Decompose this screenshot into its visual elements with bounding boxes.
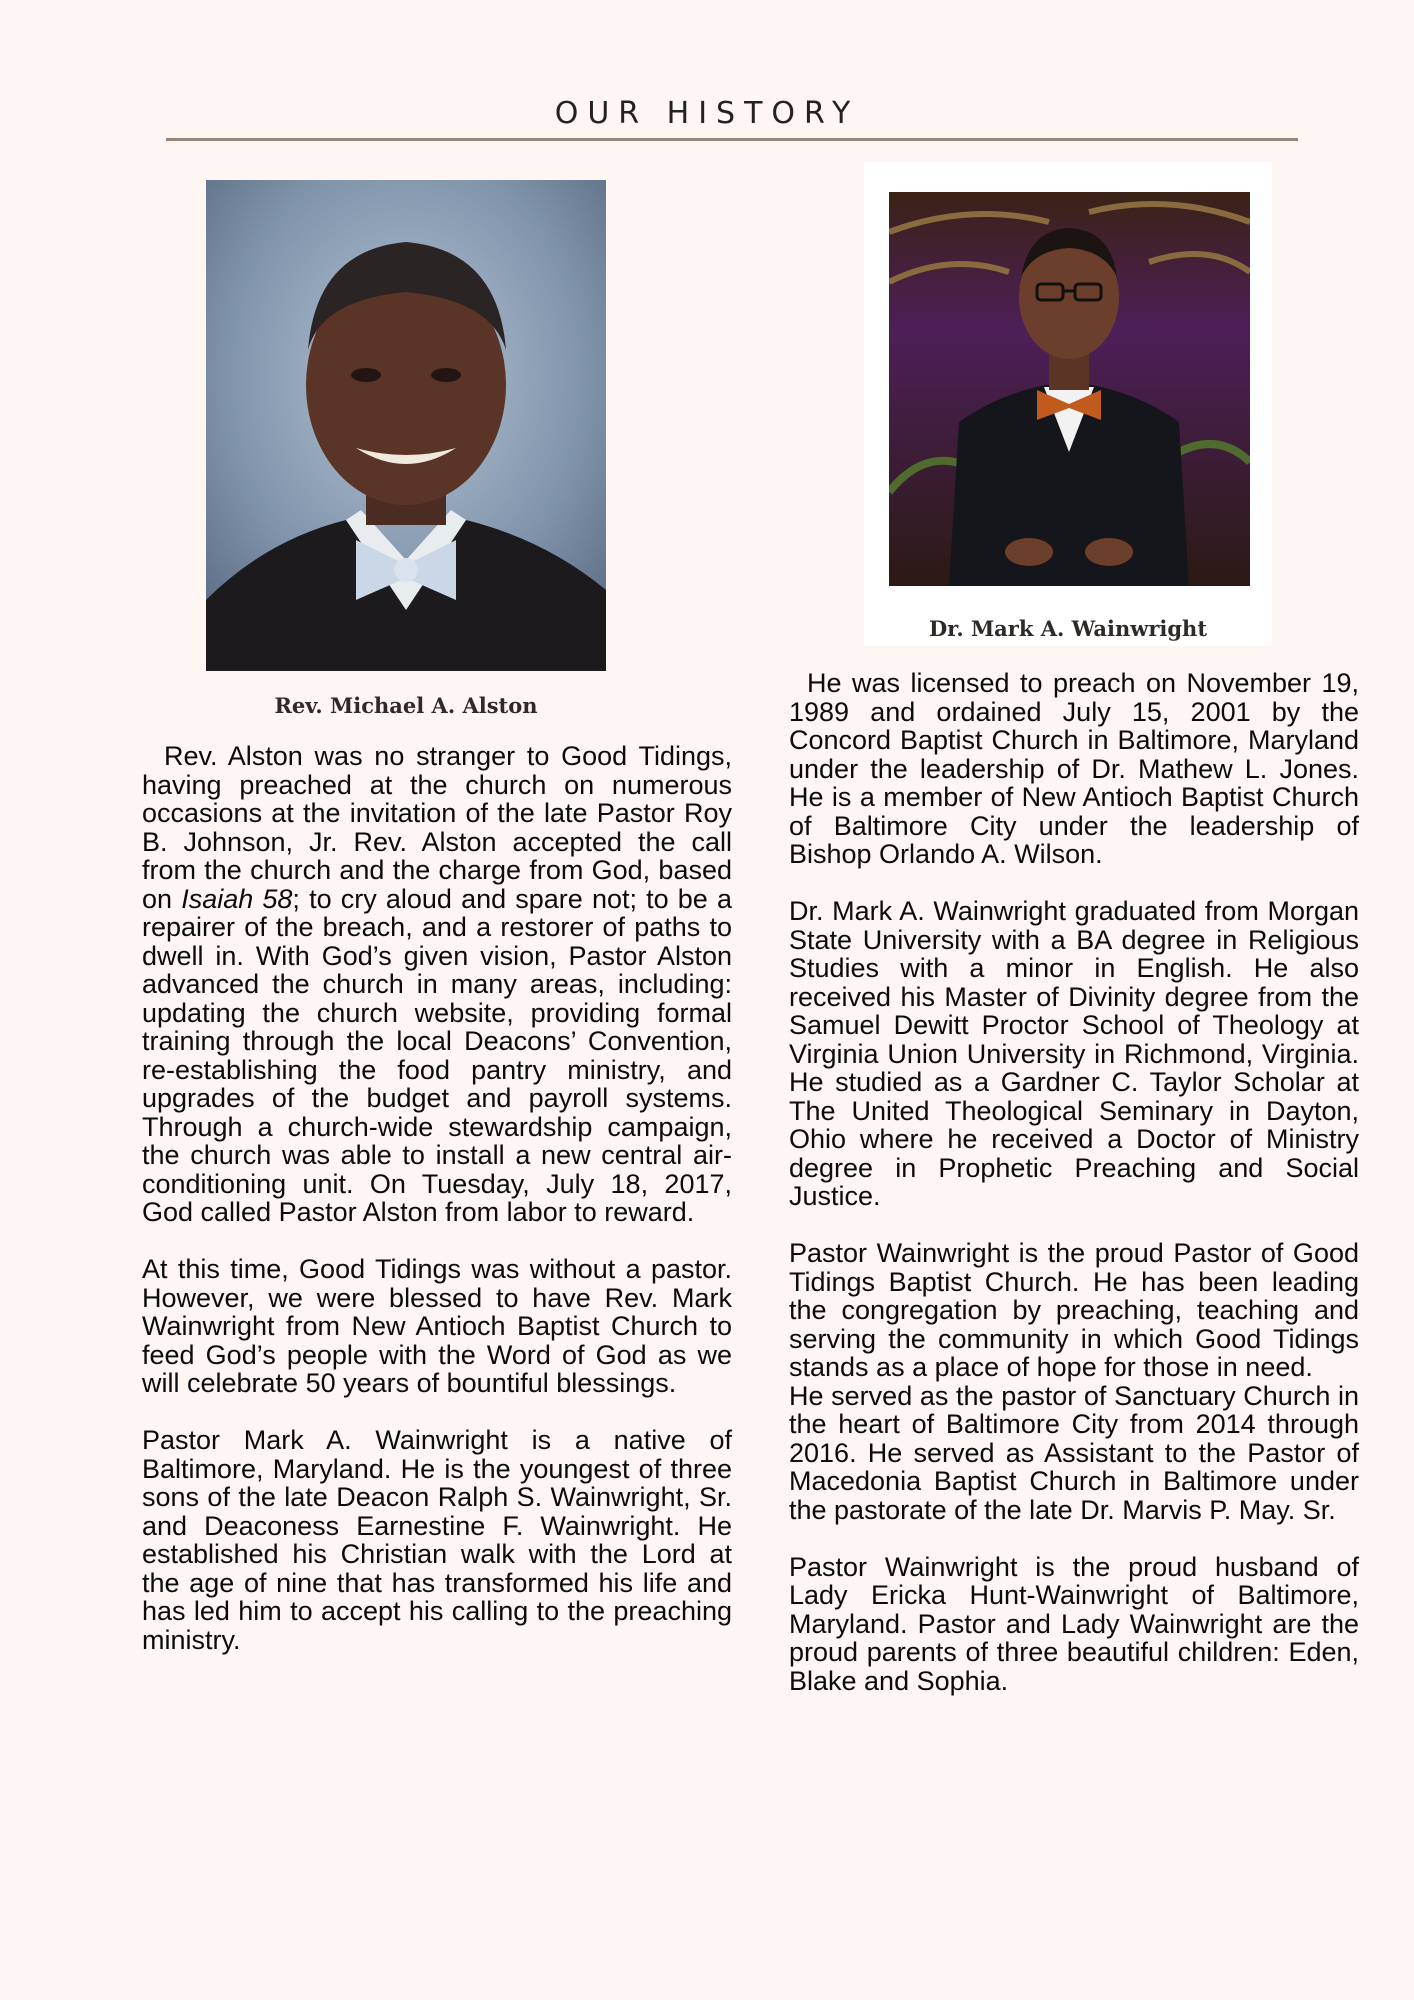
paragraph-text: ; to cry aloud and spare not; to be a repairer of the breach, and a restorer of paths to dwell in. With God’s given vision, Pastor Alston advanced the church in many areas, including: updating the church website, providing formal training through the local Deacons’ Convention, re-establishing the food pantry ministry, and upgrades of the budget and payroll systems. Through a church-wide stewardship campaign, the church was able to install a new central air-conditioning unit. On Tuesday, July 18, 2017, God called Pastor Alston from labor to reward. [142,883,732,1227]
family-paragraph: Pastor Wainwright is the proud husband of Lady Ericka Hunt-Wainwright of Baltimore, Maryland. Pastor and Lady Wainwright are the proud parents of three beautiful children: Eden, Blake and Sophia. [789,1551,1359,1696]
title-divider [166,138,1298,141]
current-pastorate-paragraph: Pastor Wainwright is the proud Pastor of Good Tidings Baptist Church. He has been leading the congregation by preaching, teaching and serving the community in which Good Tidings stands as a place of hope for those in need. [789,1238,1359,1382]
portrait-photo-wainwright [889,192,1250,586]
interim-pastor-paragraph: At this time, Good Tidings was without a pastor. However, we were blessed to have Rev. Mark Wainwright from New Antioch Baptist Church to feed God’s people with the Word of God as we will celebrate 50 years of bountiful blessings. [142,1254,732,1398]
prior-service-paragraph: He served as the pastor of Sanctuary Church in the heart of Baltimore City from 2014 through 2016. He served as Assistant to the Pastor of Macedonia Baptist Church in Baltimore under the pastorate of the late Dr. Marvis P. May. Sr. [789,1380,1359,1525]
page-title: OUR HISTORY [554,96,860,131]
left-text-column [142,742,732,1654]
licensing-paragraph [789,669,1359,869]
photo-caption-wainwright: Dr. Mark A. Wainwright [928,616,1208,641]
paragraph-text: He was licensed to preach on November 19, 1989 and ordained July 15, 2001 by the Concord Baptist Church in Baltimore, Maryland under the leadership of Dr. Mathew L. Jones. He is a member of New Antioch Baptist Church of Baltimore City under the leadership of Bishop Orlando A. Wilson. [789,668,1359,869]
paragraph-text: Rev. Alston was no stranger to Good Tidings, having preached at the church on numerous occasions at the invitation of the late Pastor Roy B. Johnson, Jr. Rev. Alston accepted the call from the church and the charge from God, based on [142,741,732,914]
alston-paragraph [142,742,732,1227]
scripture-reference: Isaiah 58 [181,883,293,914]
wainwright-background-paragraph: Pastor Mark A. Wainwright is a native of Baltimore, Maryland. He is the youngest of three sons of the late Deacon Ralph S. Wainwright, Sr. and Deaconess Earnestine F. Wainwright. He established his Christian walk with the Lord at the age of nine that has transformed his life and has led him to accept his calling to the preaching ministry. [142,1425,732,1655]
portrait-photo-alston [206,180,606,671]
portrait-photo-icon [206,180,606,671]
photo-caption-alston: Rev. Michael A. Alston [274,693,538,718]
portrait-photo-icon [889,192,1250,586]
right-text-column [789,669,1359,1695]
education-paragraph: Dr. Mark A. Wainwright graduated from Morgan State University with a BA degree in Religious Studies with a minor in English. He also received his Master of Divinity degree from the Samuel Dewitt Proctor School of Theology at Virginia Union University in Richmond, Virginia. He studied as a Gardner C. Taylor Scholar at The United Theological Seminary in Dayton, Ohio where he received a Doctor of Ministry degree in Prophetic Preaching and Social Justice. [789,896,1359,1211]
